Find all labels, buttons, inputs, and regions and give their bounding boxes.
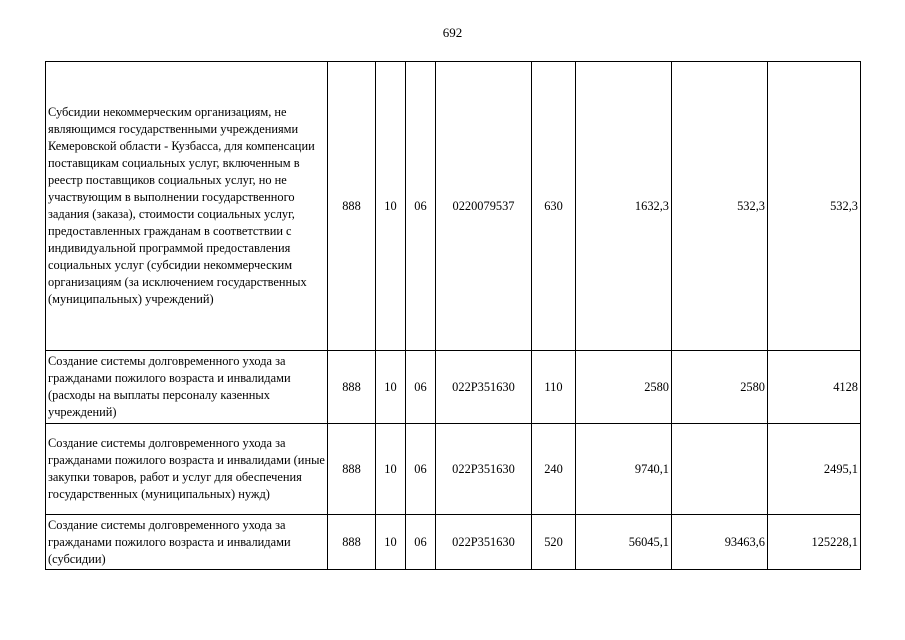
target-article-code: 022P351630 (436, 351, 532, 424)
row-name: Создание системы долговременного ухода за гражданами пожилого возраста и инвалидами (субсидии) (46, 515, 328, 570)
amount-1: 9740,1 (576, 424, 672, 515)
budget-table (45, 61, 861, 570)
table-row (46, 424, 861, 515)
section-code: 10 (376, 351, 406, 424)
row-name: Создание системы долговременного ухода за гражданами пожилого возраста и инвалидами (расходы на выплаты персоналу казенных учреждений) (46, 351, 328, 424)
amount-3: 2495,1 (768, 424, 861, 515)
subsection-code: 06 (406, 424, 436, 515)
amount-2: 532,3 (672, 62, 768, 351)
row-name: Субсидии некоммерческим организациям, не являющимся государственными учреждениями Кемеровской области - Кузбасса, для компенсации поставщикам социальных услуг, включенным в реестр поставщиков социальных услуг, но не участвующим в выполнении государственного задания (заказа), стоимости социальных услуг, предоставленных гражданам в соответствии с индивидуальной программой предоставления социальных услуг (субсидии некоммерческим организациям (за исключением государственных (муниципальных) учреждений) (46, 62, 328, 351)
target-article-code: 022P351630 (436, 515, 532, 570)
table-row (46, 351, 861, 424)
subsection-code: 06 (406, 515, 436, 570)
amount-1: 2580 (576, 351, 672, 424)
amount-2 (672, 424, 768, 515)
amount-1: 56045,1 (576, 515, 672, 570)
section-code: 10 (376, 515, 406, 570)
row-name: Создание системы долговременного ухода за гражданами пожилого возраста и инвалидами (иные закупки товаров, работ и услуг для обеспечения государственных (муниципальных) нужд) (46, 424, 328, 515)
target-article-code: 022P351630 (436, 424, 532, 515)
subsection-code: 06 (406, 62, 436, 351)
amount-3: 532,3 (768, 62, 861, 351)
amount-3: 4128 (768, 351, 861, 424)
amount-3: 125228,1 (768, 515, 861, 570)
amount-2: 93463,6 (672, 515, 768, 570)
ministry-code: 888 (328, 351, 376, 424)
page-number: 692 (442, 25, 463, 40)
expense-type-code: 110 (532, 351, 576, 424)
amount-1: 1632,3 (576, 62, 672, 351)
ministry-code: 888 (328, 424, 376, 515)
subsection-code: 06 (406, 351, 436, 424)
expense-type-code: 240 (532, 424, 576, 515)
ministry-code: 888 (328, 515, 376, 570)
table-row (46, 62, 861, 351)
ministry-code: 888 (328, 62, 376, 351)
amount-2: 2580 (672, 351, 768, 424)
section-code: 10 (376, 424, 406, 515)
section-code: 10 (376, 62, 406, 351)
expense-type-code: 630 (532, 62, 576, 351)
expense-type-code: 520 (532, 515, 576, 570)
target-article-code: 0220079537 (436, 62, 532, 351)
table-row (46, 515, 861, 570)
